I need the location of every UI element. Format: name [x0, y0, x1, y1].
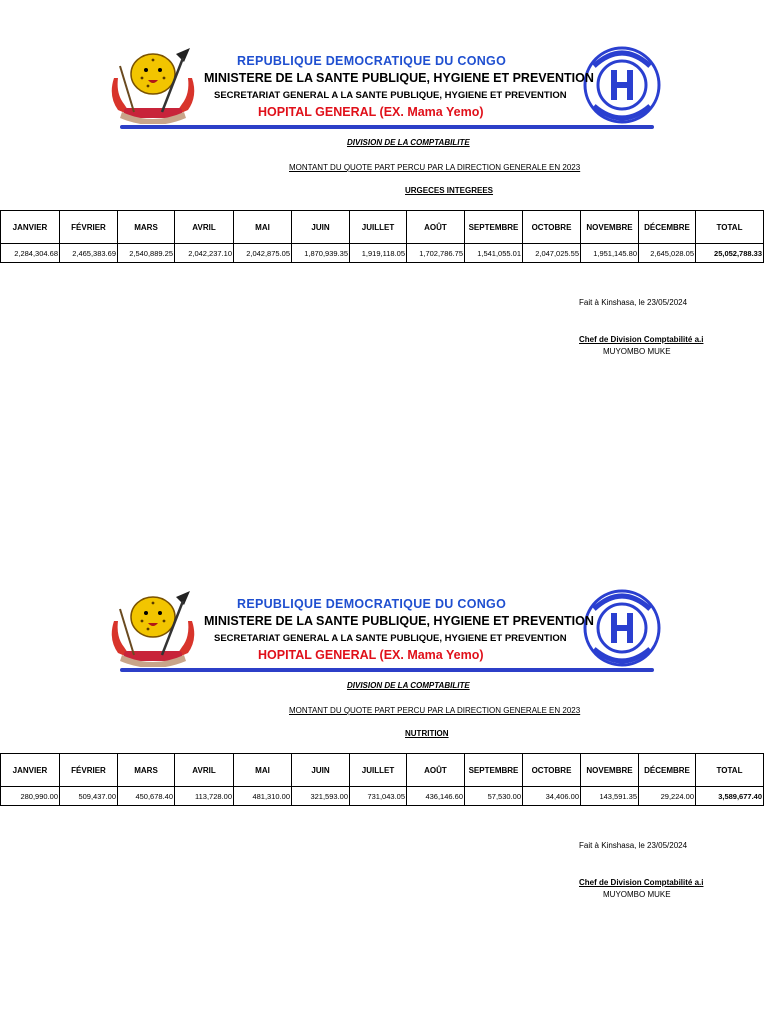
value-cell: 2,645,028.05	[639, 244, 696, 263]
signatory-name: MUYOMBO MUKE	[603, 890, 671, 899]
category-title: URGECES INTEGREES	[405, 186, 494, 195]
header-cell: DÉCEMBRE	[639, 211, 696, 244]
table-header-row	[1, 754, 764, 787]
value-cell: 2,042,237.10	[175, 244, 234, 263]
value-cell: 1,870,939.35	[292, 244, 350, 263]
letterhead-ministry: MINISTERE DE LA SANTE PUBLIQUE, HYGIENE ET PREVENTION	[204, 71, 594, 85]
header-cell: JUILLET	[350, 211, 407, 244]
value-cell: 321,593.00	[292, 787, 350, 806]
place-date: Fait à Kinshasa, le 23/05/2024	[579, 841, 688, 850]
header-cell: FÉVRIER	[60, 754, 118, 787]
signatory-title: Chef de Division Comptabilité a.i	[579, 878, 704, 887]
letterhead-secretariat: SECRETARIAT GENERAL A LA SANTE PUBLIQUE, HYGIENE ET PREVENTION	[214, 633, 567, 644]
letterhead-rule	[120, 668, 654, 672]
letterhead-hospital: HOPITAL GENERAL (EX. Mama Yemo)	[258, 105, 484, 119]
value-cell: 731,043.05	[350, 787, 407, 806]
header-cell: NOVEMBRE	[581, 211, 639, 244]
header-cell: FÉVRIER	[60, 211, 118, 244]
value-cell: 2,540,889.25	[118, 244, 175, 263]
header-cell: TOTAL	[696, 754, 764, 787]
header-cell: OCTOBRE	[523, 754, 581, 787]
header-cell: JANVIER	[1, 211, 60, 244]
header-cell: JUIN	[292, 211, 350, 244]
value-cell: 2,042,875.05	[234, 244, 292, 263]
table-row	[1, 787, 764, 806]
value-cell: 2,465,383.69	[60, 244, 118, 263]
coat-of-arms-icon	[104, 46, 202, 124]
header-cell: MAI	[234, 754, 292, 787]
place-date: Fait à Kinshasa, le 23/05/2024	[579, 298, 688, 307]
letterhead-republic: REPUBLIQUE DEMOCRATIQUE DU CONGO	[237, 597, 507, 611]
svg-text:PAIX: PAIX	[147, 104, 159, 110]
value-cell: 143,591.35	[581, 787, 639, 806]
header-cell: JANVIER	[1, 754, 60, 787]
montant-title: MONTANT DU QUOTE PART PERCU PAR LA DIRECTION GENERALE EN 2023	[289, 706, 581, 715]
value-cell: 1,541,055.01	[465, 244, 523, 263]
total-cell: 3,589,677.40	[696, 787, 764, 806]
signatory-name: MUYOMBO MUKE	[603, 347, 671, 356]
value-cell: 1,951,145.80	[581, 244, 639, 263]
value-cell: 2,047,025.55	[523, 244, 581, 263]
header-cell: JUILLET	[350, 754, 407, 787]
value-cell: 450,678.40	[118, 787, 175, 806]
svg-text:PAIX: PAIX	[147, 647, 159, 653]
header-cell: AOÛT	[407, 211, 465, 244]
letterhead-secretariat: SECRETARIAT GENERAL A LA SANTE PUBLIQUE, HYGIENE ET PREVENTION	[214, 90, 567, 101]
header-cell: MARS	[118, 211, 175, 244]
value-cell: 1,702,786.75	[407, 244, 465, 263]
value-cell: 481,310.00	[234, 787, 292, 806]
letterhead	[100, 46, 665, 134]
letterhead-hospital: HOPITAL GENERAL (EX. Mama Yemo)	[258, 648, 484, 662]
header-cell: SEPTEMBRE	[465, 211, 523, 244]
montant-title: MONTANT DU QUOTE PART PERCU PAR LA DIRECTION GENERALE EN 2023	[289, 163, 581, 172]
value-cell: 113,728.00	[175, 787, 234, 806]
total-cell: 25,052,788.33	[696, 244, 764, 263]
letterhead	[100, 589, 665, 677]
header-cell: DÉCEMBRE	[639, 754, 696, 787]
monthly-amounts-table	[0, 210, 764, 263]
division-title: DIVISION DE LA COMPTABILITE	[347, 681, 470, 690]
header-cell: NOVEMBRE	[581, 754, 639, 787]
header-cell: AVRIL	[175, 211, 234, 244]
header-cell: JUIN	[292, 754, 350, 787]
header-cell: MAI	[234, 211, 292, 244]
division-title: DIVISION DE LA COMPTABILITE	[347, 138, 470, 147]
signatory-title: Chef de Division Comptabilité a.i	[579, 335, 704, 344]
value-cell: 280,990.00	[1, 787, 60, 806]
value-cell: 34,406.00	[523, 787, 581, 806]
value-cell: 57,530.00	[465, 787, 523, 806]
value-cell: 509,437.00	[60, 787, 118, 806]
header-cell: TOTAL	[696, 211, 764, 244]
letterhead-republic: REPUBLIQUE DEMOCRATIQUE DU CONGO	[237, 54, 507, 68]
table-header-row	[1, 211, 764, 244]
table-row	[1, 244, 764, 263]
header-cell: MARS	[118, 754, 175, 787]
monthly-amounts-table	[0, 753, 764, 806]
value-cell: 2,284,304.68	[1, 244, 60, 263]
hospital-logo-icon	[580, 46, 664, 124]
value-cell: 29,224.00	[639, 787, 696, 806]
header-cell: OCTOBRE	[523, 211, 581, 244]
header-cell: AOÛT	[407, 754, 465, 787]
category-title: NUTRITION	[405, 729, 449, 738]
letterhead-ministry: MINISTERE DE LA SANTE PUBLIQUE, HYGIENE ET PREVENTION	[204, 614, 594, 628]
value-cell: 436,146.60	[407, 787, 465, 806]
coat-of-arms-icon	[104, 589, 202, 667]
hospital-logo-icon	[580, 589, 664, 667]
header-cell: SEPTEMBRE	[465, 754, 523, 787]
letterhead-rule	[120, 125, 654, 129]
value-cell: 1,919,118.05	[350, 244, 407, 263]
header-cell: AVRIL	[175, 754, 234, 787]
